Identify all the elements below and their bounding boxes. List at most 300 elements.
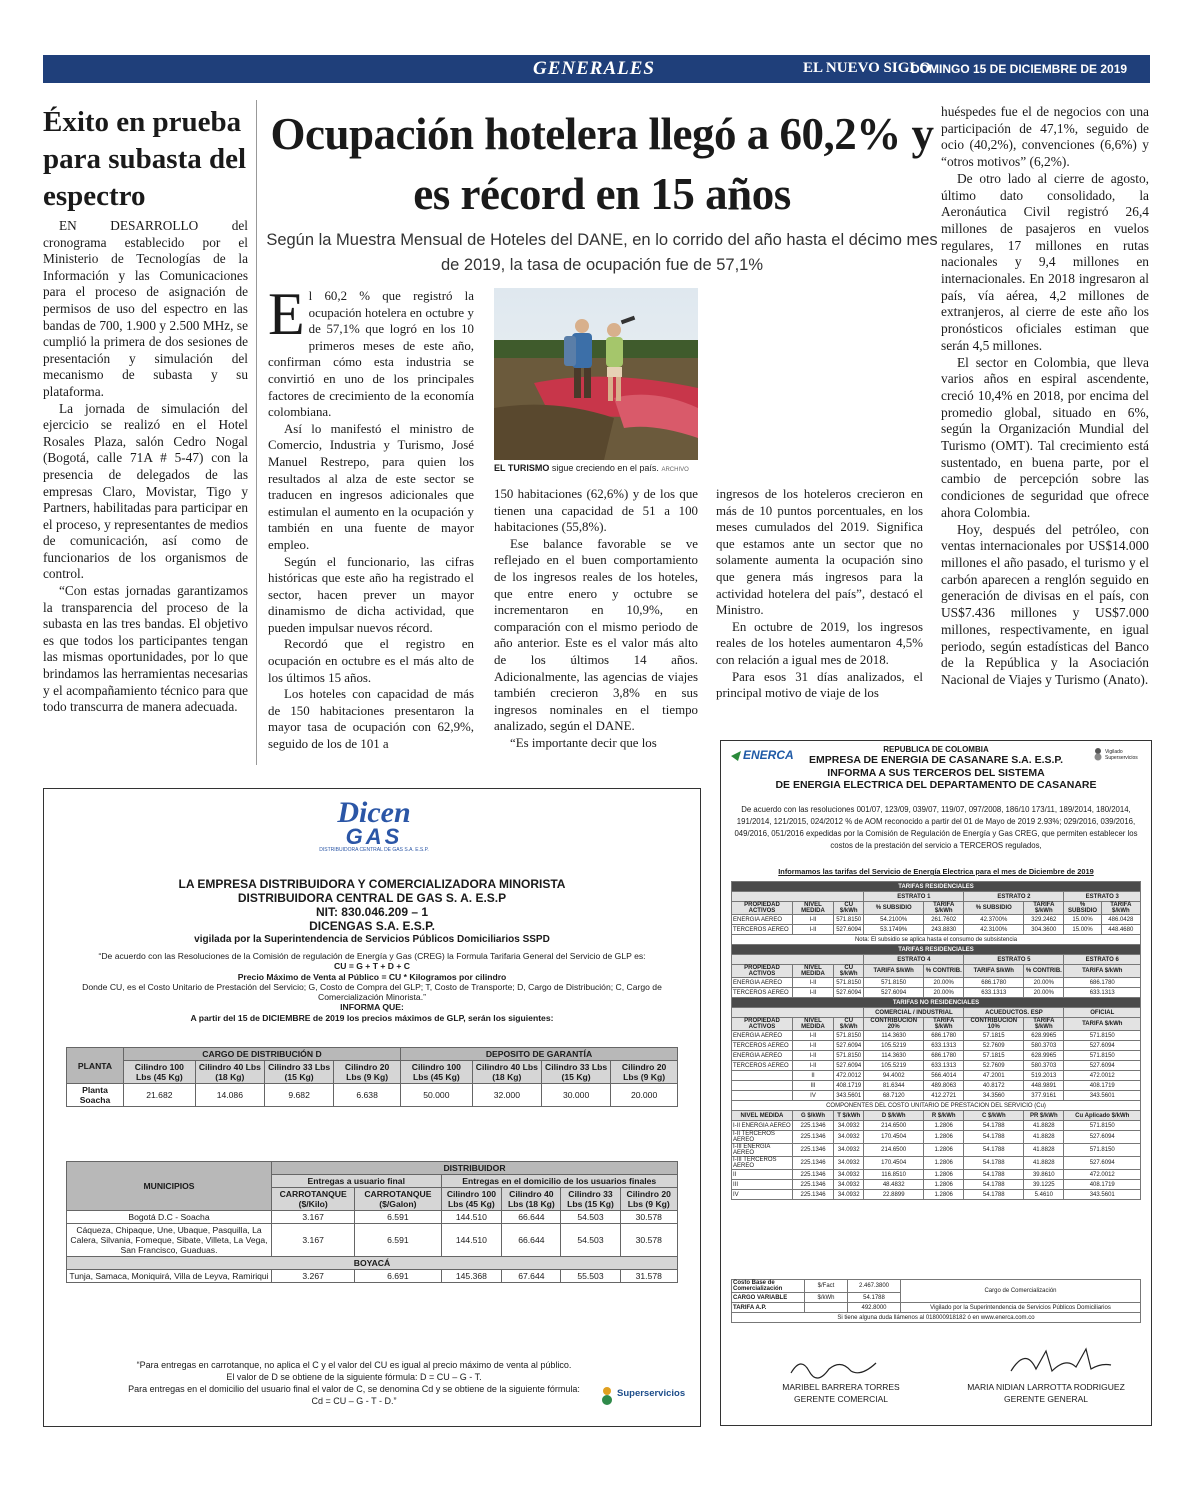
table-row xyxy=(67,1270,678,1283)
table-cell: 519.2013 xyxy=(1024,1071,1064,1081)
table-header: TARIFA $/kWh xyxy=(1064,965,1141,978)
table-cell: 2.467.3800 xyxy=(848,1280,901,1293)
table-header: % SUBSIDIO xyxy=(1064,902,1101,915)
table-cell: 6.591 xyxy=(355,1211,441,1224)
table-cell: 39.1225 xyxy=(1024,1180,1064,1190)
table-cell: 571.8150 xyxy=(834,978,864,988)
table-cell: 94.4002 xyxy=(864,1071,924,1081)
table-cell: 486.0428 xyxy=(1101,915,1140,925)
table-cell: TARIFA A.P. xyxy=(732,1303,805,1313)
table-cell: 54.1788 xyxy=(964,1121,1024,1131)
table-cell: ENERGIA AEREO xyxy=(732,915,793,925)
table-cell: 1.2806 xyxy=(924,1170,964,1180)
table-cell: 686.1780 xyxy=(924,1051,964,1061)
table-cell: 39.8610 xyxy=(1024,1170,1064,1180)
dicengas-formula-text: “De acuerdo con las Resoluciones de la Comisión de regulación de Energía y Gas (CREG) la Formula Tarifaria General del Servicio de GLP es: CU = G + T + D + C Precio Máximo de Venta al Público = CU * Kilogramos por cilindro Donde CU, es el Costo Unitario de Prestación del Servicio; G, Costo de Compra del GLP; T, Costo de Transporte; D, Cargo de Distribución; C, Cargo de Comercialización Minorista.” INFORMA QUE: A partir del 15 de DICIEMBRE de 2019 los precios máximos de GLP, serán los siguientes: xyxy=(82,951,662,1023)
table-cell: 20.00% xyxy=(924,978,964,988)
table-row xyxy=(732,1071,1141,1081)
table-header: Cilindro 20 Lbs (9 Kg) xyxy=(334,1061,401,1084)
newspaper-name: EL NUEVO SIGLO xyxy=(803,60,932,76)
table-cell: 472.0012 xyxy=(1064,1071,1141,1081)
table-cell: 527.6094 xyxy=(834,925,864,935)
table-cell: $/kWh xyxy=(805,1293,848,1303)
table-cell: 22.8899 xyxy=(864,1190,924,1200)
table-cell: 225.1346 xyxy=(792,1180,833,1190)
table-cell: 15.00% xyxy=(1064,925,1101,935)
table-cell: 527.6094 xyxy=(864,988,924,998)
table-header: C $/kWh xyxy=(964,1111,1024,1121)
table-cell: 408.1719 xyxy=(1064,1180,1141,1190)
table-cell: 489.8063 xyxy=(924,1081,964,1091)
table-cell: 54.1788 xyxy=(964,1180,1024,1190)
table-header: NIVEL MEDIDA xyxy=(732,1111,793,1121)
table-cell: 329.2462 xyxy=(1024,915,1064,925)
table-cell: 41.8828 xyxy=(1024,1131,1064,1144)
table-cell: 633.1313 xyxy=(1064,988,1141,998)
table-cell: 261.7602 xyxy=(924,915,964,925)
table-cell: 686.1780 xyxy=(924,1031,964,1041)
table-cell: Costo Base de Comercialización xyxy=(732,1280,805,1293)
table-header: TARIFA $/kWh xyxy=(924,1018,964,1031)
table-header: TARIFA $/kWh xyxy=(924,902,964,915)
page-number: 1B xyxy=(1161,58,1185,78)
table-header: % SUBSIDIO xyxy=(964,902,1024,915)
table-cell: 343.5601 xyxy=(1064,1091,1141,1101)
table-cell: 377.9161 xyxy=(1024,1091,1064,1101)
paragraph: Según el funcionario, las cifras históricas que este año ha registrado el sector, hacen prever un mayor dinamismo de dicha actividad, que pueden impulsar nuevos récord. xyxy=(268,554,474,635)
signatory-1: MARIBEL BARRERA TORRES GERENTE COMERCIAL xyxy=(782,1382,900,1404)
table-cell: 633.1313 xyxy=(964,988,1024,998)
table-header: G $/kWh xyxy=(792,1111,833,1121)
table-header: TARIFA $/kWh xyxy=(964,965,1024,978)
table-cell: 144.510 xyxy=(441,1224,502,1257)
table-cell: 105.5219 xyxy=(864,1061,924,1071)
paragraph: Hoy, después del petróleo, con ventas internacionales por US$14.000 millones el año pasado, el turismo y el carbón aparecen a renglón seguido en generación de divisas en el país, con US$7.436 millones y US$7.000 millones, respectivamente, en igual periodo, según estadísticas del Banco de la República y la Asociación Nacional de Viajes y Turismo (Anato). xyxy=(941,521,1149,687)
table-cell: I-II xyxy=(792,1051,833,1061)
page-header xyxy=(43,55,1185,83)
enerca-residential-table: TARIFAS RESIDENCIALES ESTRATO 1 ESTRATO 2 ESTRATO 3 PROPIEDAD ACTIVOS NIVEL MEDIDA CU $/kWh % SUBSIDIO TARIFA $/kWh % SUBSIDIO TARIFA $/kWh % SUBSIDIO TARIFA $/kWh ENERGIA AEREO I-II 571.8150 54.2100% 261.7602 42.3700% 329.2462 15.00% 486.0428 TERCEROS AEREO I-II 527.6094 53.1749% 243.8830 42.3100% 304.3600 15.00% 448.4680 Nota: El subsidio se aplica hasta el consumo de subsistencia TARIFAS RESIDENCIALES ESTRATO 4 ESTRATO 5 ESTRATO 6 PROPIEDAD ACTIVOS NIVEL MEDIDA CU $/kWh TARIFA $/kWh % CONTRIB. TARIFA $/kWh % CONTRIB. TARIFA $/kWh ENERGIA AEREO I-II 571.8150 571.8150 20.00% 686.1780 20.00% 686.1780 TERCEROS AEREO I-II 527.6094 527.6094 20.00% 633.1313 20.00% 633.1313 TARIFAS NO RESIDENCIALES COMERCIAL / INDUSTRIAL ACUEDUCTOS. ESP OFICIAL PROPIEDAD ACTIVOS NIVEL MEDIDA CU $/kWh CONTRIBUCION 20% TARIFA $/kWh CONTRIBUCION 10% TARIFA $/kWh TARIFA $/kWh ENERGIA AEREO I-II 571.8150 114.3630 686.1780 57.1815 628.9965 571.8150 TERCEROS AEREO I-II 527.6094 105.5219 633.1313 52.7609 580.3703 527.6094 ENERGIA AEREO I-II 571.8150 114.3630 686.1780 57.1815 628.9965 571.8150 TERCEROS AEREO I-II 527.6094 105.5219 633.1313 52.7609 580.3703 527.6094 II 472.0012 94.4002 566.4014 47.2001 519.2013 472.0012 III 408.1719 81.6344 489.8063 40.8172 448.9891 408.1719 IV 343.5601 68.7120 412.2721 34.3560 377.9161 343.5601 COMPONENTES DEL COSTO UNITARIO DE PRESTACION DEL SERVICIO (Cu) NIVEL MEDIDA G $/kWh T $/kWh D $/kWh R $/kWh C $/kWh PR $/kWh Cu Aplicado $/kWh I-II ENERGIA AEREO 225.1346 34.0932 214.6500 1.2806 54.1788 41.8828 571.8150 I-II TERCEROS AEREO 225.1346 34.0932 170.4504 1.2806 54.1788 41.8828 527.6094 I-III ENERGIA AEREO 225.1346 34.0932 214.6500 1.2806 54.1788 41.8828 571.8150 I-III TERCEROS AEREO 225.1346 34.0932 170.4504 1.2806 54.1788 41.8828 527.6094 II 225.1346 34.0932 116.8510 1.2806 54.1788 39.8610 472.0012 III 225.1346 34.0932 48.4832 1.2806 54.1788 39.1225 408.1719 IV 225.1346 34.0932 22.8899 1.2806 54.1788 5.4610 343.5601 xyxy=(731,881,1141,1200)
column-divider xyxy=(256,100,257,765)
table-cell: 1.2806 xyxy=(924,1121,964,1131)
table-cell: 243.8830 xyxy=(924,925,964,935)
paragraph: huéspedes fue el de negocios con una participación de 47,1%, seguido de ocio (40,2%), convenciones (6,6%) y “otros motivos” (6,2%). xyxy=(941,104,1149,170)
table-row xyxy=(732,1157,1141,1170)
table-cell: 34.0932 xyxy=(834,1157,864,1170)
drop-cap: E xyxy=(268,281,305,347)
table-cell: 67.644 xyxy=(502,1270,561,1283)
table-row xyxy=(732,1121,1141,1131)
table-header: Cilindro 40 Lbs (18 Kg) xyxy=(195,1061,264,1084)
table-cell: 1.2806 xyxy=(924,1144,964,1157)
table-header: Cilindro 33 Lbs (15 Kg) xyxy=(264,1061,333,1084)
table-cell: 54.1788 xyxy=(848,1293,901,1303)
table-header: Cilindro 100 Lbs (45 Kg) xyxy=(400,1061,472,1084)
dicengas-advertisement xyxy=(43,788,701,1427)
table-cell: 14.086 xyxy=(195,1084,264,1107)
signatory-2: MARIA NIDIAN LARROTTA RODRIGUEZ GERENTE GENERAL xyxy=(967,1382,1125,1404)
table-cell: 114.3630 xyxy=(864,1031,924,1041)
table-row xyxy=(732,925,1141,935)
table-cell: 628.9965 xyxy=(1024,1051,1064,1061)
table-cell: 686.1780 xyxy=(964,978,1024,988)
table-cell: 408.1719 xyxy=(1064,1081,1141,1091)
signature-1 xyxy=(781,1351,901,1381)
table-row xyxy=(732,1190,1141,1200)
table-cell: III xyxy=(732,1180,793,1190)
table-cell: 225.1346 xyxy=(792,1190,833,1200)
table-header: Cilindro 33 Lbs (15 Kg) xyxy=(541,1061,610,1084)
table-cell: 1.2806 xyxy=(924,1157,964,1170)
gas-price-table-2: MUNICIPIOS DISTRIBUIDOR Entregas a usuario final Entregas en el domicilio de los usuarios finales CARROTANQUE ($/Kilo) CARROTANQUE ($/Galon) Cilindro 100 Lbs (45 Kg) Cilindro 40 Lbs (18 Kg) Cilindro 33 Lbs (15 Kg) Cilindro 20 Lbs (9 Kg) Bogotá D.C - Soacha 3.167 6.591 144.510 66.644 54.503 30.578 Cáqueza, Chipaque, Une, Ubaque, Pasquilla, La Calera, Silvania, Fomeque, Sibate, Villeta, La Vega, San Francisco, Guaduas. 3.167 6.591 144.510 66.644 54.503 30.578 BOYACÁ Tunja, Samaca, Moniquirá, Villa de Leyva, Ramiriqui 3.267 6.691 145.368 67.644 55.503 31.578 xyxy=(66,1161,678,1283)
table-header: % CONTRIB. xyxy=(1024,965,1064,978)
table-cell: 571.8150 xyxy=(1064,1144,1141,1157)
table-row xyxy=(732,1041,1141,1051)
issue-date: DOMINGO 15 DE DICIEMBRE DE 2019 xyxy=(911,62,1128,76)
table-cell: 54.2100% xyxy=(864,915,924,925)
paragraph: De otro lado al cierre de agosto, último dato consolidado, la Aeronáutica Civil registró 26,4 millones de pasajeros en vuelos regulares, 17 millones en rutas nacionales y 9,4 millones en internacionales. En 2018 ingresaron al país, vía aérea, 4,2 millones de extranjeros, al cierre de este año los pronósticos oficiales estiman que serán 4,5 millones. xyxy=(941,170,1149,353)
table-cell: 472.0012 xyxy=(1064,1170,1141,1180)
table-row xyxy=(732,1051,1141,1061)
table-row xyxy=(732,1131,1141,1144)
table-cell: Cáqueza, Chipaque, Une, Ubaque, Pasquilla, La Calera, Silvania, Fomeque, Sibate, Villeta, La Vega, San Francisco, Guaduas. xyxy=(67,1224,272,1257)
table-cell: 170.4504 xyxy=(864,1157,924,1170)
table-header: TARIFA $/kWh xyxy=(864,965,924,978)
table-header: CU $/kWh xyxy=(834,965,864,978)
table-header: Cilindro 20 Lbs (9 Kg) xyxy=(620,1188,677,1211)
table-header: Cilindro 100 Lbs (45 Kg) xyxy=(441,1188,502,1211)
table-cell: 15.00% xyxy=(1064,915,1101,925)
table-row xyxy=(732,1061,1141,1071)
table-cell: 55.503 xyxy=(561,1270,620,1283)
photo-caption: EL TURISMO sigue creciendo en el país. ARCHIVO xyxy=(494,463,689,473)
table-cell: 144.510 xyxy=(441,1211,502,1224)
table-cell: Bogotá D.C - Soacha xyxy=(67,1211,272,1224)
table-cell: II xyxy=(792,1071,833,1081)
table-cell: 41.8828 xyxy=(1024,1144,1064,1157)
table-cell: I-II xyxy=(792,988,833,998)
table-cell: 54.503 xyxy=(561,1224,620,1257)
table-cell: 54.1788 xyxy=(964,1170,1024,1180)
table-cell: 566.4014 xyxy=(924,1071,964,1081)
paragraph: En octubre de 2019, los ingresos reales de los hoteles aumentaron 4,5% con relación a igual mes de 2018. xyxy=(716,619,923,667)
table-cell: 1.2806 xyxy=(924,1180,964,1190)
table-header: PR $/kWh xyxy=(1024,1111,1064,1121)
table-header: TARIFA $/kWh xyxy=(1101,902,1140,915)
table-cell: 225.1346 xyxy=(792,1121,833,1131)
table-header: D $/kWh xyxy=(864,1111,924,1121)
table-cell: Vigilado por la Superintendencia de Servicios Públicos Domiciliarios xyxy=(901,1303,1141,1313)
table-cell: 34.0932 xyxy=(834,1170,864,1180)
main-col-3 xyxy=(716,486,923,702)
table-row xyxy=(732,978,1141,988)
paragraph: ingresos de los hoteleros crecieron en más de 10 puntos porcentuales, en los meses cumulados del 2019. Significa que estamos ante un sector que no solamente aumenta la ocupación sino que genera más ingresos para la actividad hotelera del país”, destacó el Ministro. xyxy=(716,487,923,618)
table-cell: 54.1788 xyxy=(964,1190,1024,1200)
table-cell: 408.1719 xyxy=(834,1081,864,1091)
table-header: TARIFA $/kWh xyxy=(1024,902,1064,915)
table-header: TARIFA $/kWh xyxy=(1064,1018,1141,1031)
table-row xyxy=(67,1224,678,1257)
table-header: CARROTANQUE ($/Kilo) xyxy=(272,1188,355,1211)
table-cell: 54.1788 xyxy=(964,1131,1024,1144)
table-cell: 1.2806 xyxy=(924,1131,964,1144)
table-cell: 114.3630 xyxy=(864,1051,924,1061)
table-cell: 3.167 xyxy=(272,1211,355,1224)
table-cell: 34.0932 xyxy=(834,1180,864,1190)
main-col-4 xyxy=(941,104,1149,689)
table-cell: 527.6094 xyxy=(1064,1041,1141,1051)
table-cell: 343.5601 xyxy=(834,1091,864,1101)
table-header: TARIFA $/kWh xyxy=(1024,1018,1064,1031)
gas-price-table-1: PLANTA CARGO DE DISTRIBUCIÓN D DEPOSITO DE GARANTÍA Cilindro 100 Lbs (45 Kg) Cilindro 40 Lbs (18 Kg) Cilindro 33 Lbs (15 Kg) Cilindro 20 Lbs (9 Kg) Cilindro 100 Lbs (45 Kg) Cilindro 40 Lbs (18 Kg) Cilindro 33 Lbs (15 Kg) Cilindro 20 Lbs (9 Kg) Planta Soacha 21.682 14.086 9.682 6.638 50.000 32.000 30.000 20.000 xyxy=(66,1047,678,1107)
table-cell: 53.1749% xyxy=(864,925,924,935)
table-cell: 32.000 xyxy=(472,1084,541,1107)
superservicios-logo: Superservicios xyxy=(599,1384,694,1414)
enerca-informamos: Informamos las tarifas del Servicio de Energía Electrica para el mes de Diciembre de 2019 xyxy=(778,867,1094,876)
table-header: % SUBSIDIO xyxy=(864,902,924,915)
table-header: T $/kWh xyxy=(834,1111,864,1121)
table-cell: 633.1313 xyxy=(924,1061,964,1071)
table-cell: I-II ENERGIA AEREO xyxy=(733,1122,791,1129)
enerca-extra-table: Costo Base de Comercialización $/Fact 2.467.3800 Cargo de Comercialización CARGO VARIABLE $/kWh 54.1788 TARIFA A.P. 492.8000 Vigilado por la Superintendencia de Servicios Públicos Domiciliarios Si tiene alguna duda llámenos al 018000918182 ó en www.enerca.com.co xyxy=(731,1279,1141,1323)
table-cell: 214.6500 xyxy=(864,1121,924,1131)
table-header: CU $/kWh xyxy=(834,1018,864,1031)
table-header: CONTRIBUCION 20% xyxy=(864,1018,924,1031)
table-cell: I-II xyxy=(792,915,833,925)
table-cell: 20.000 xyxy=(611,1084,678,1107)
table-cell: 116.8510 xyxy=(864,1170,924,1180)
dicengas-heading: LA EMPRESA DISTRIBUIDORA Y COMERCIALIZADORA MINORISTA DISTRIBUIDORA CENTRAL DE GAS S. A. E.S.P NIT: 830.046.209 – 1 DICENGAS S.A. E.S.P. vigilada por la Superintendencia de Servicios Públicos Domiciliarios SSPD xyxy=(178,877,566,945)
paragraph: Para esos 31 días analizados, el principal motivo de viaje de los xyxy=(716,669,923,701)
table-cell: 304.3600 xyxy=(1024,925,1064,935)
table-cell xyxy=(732,1071,793,1081)
table-header: % CONTRIB. xyxy=(924,965,964,978)
table-cell: 30.578 xyxy=(620,1224,677,1257)
table-cell: 225.1346 xyxy=(792,1131,833,1144)
table-cell: 343.5601 xyxy=(1064,1190,1141,1200)
table-cell: 448.9891 xyxy=(1024,1081,1064,1091)
table-row xyxy=(732,1180,1141,1190)
table-cell: 686.1780 xyxy=(1064,978,1141,988)
table-cell: III xyxy=(792,1081,833,1091)
table-cell: 571.8150 xyxy=(1064,1051,1141,1061)
table-cell xyxy=(732,1091,793,1101)
table-cell: 41.8828 xyxy=(1024,1157,1064,1170)
enerca-advertisement xyxy=(720,740,1152,1426)
table-row xyxy=(732,1081,1141,1091)
table-row xyxy=(732,1303,1141,1313)
table-cell: 34.3560 xyxy=(964,1091,1024,1101)
table-cell: I-II xyxy=(792,925,833,935)
table-cell: 571.8150 xyxy=(1064,1031,1141,1041)
paragraph: El sector en Colombia, que lleva varios años en espiral ascendente, creció 10,4% en 2018, por encima del promedio global, situado en 6%, según la Organización Mundial del Turismo (OMT). Tal crecimiento está sustentado, en buena parte, por el cambio de percepción sobre las condiciones de seguridad que ofrece ahora Colombia. xyxy=(941,354,1149,520)
table-cell: 66.644 xyxy=(502,1224,561,1257)
table-header: CONTRIBUCION 10% xyxy=(964,1018,1024,1031)
paragraph: Ese balance favorable se ve reflejado en el buen comportamiento de los ingresos reales de los hoteles, que entre enero y octubre se incrementaron en 10,9%, en comparación con el mismo periodo de año anterior. Este es el valor más alto de los últimos 14 años. Adicionalmente, las agencias de viajes también crecieron 3,8% en sus ingresos nominales en el tiempo analizado, según el DANE. xyxy=(494,536,698,734)
table-cell: 571.8150 xyxy=(834,1031,864,1041)
paragraph: Recordó que el registro en ocupación en octubre es el más alto de los últimos 15 años. xyxy=(268,637,474,685)
table-cell: 30.578 xyxy=(620,1211,677,1224)
table-cell: I-III TERCEROS AEREO xyxy=(732,1157,793,1170)
paragraph: 150 habitaciones (62,6%) y de los que tienen una capacidad de 51 a 100 habitaciones (55,8%). xyxy=(494,487,698,535)
paragraph: La jornada de simulación del ejercicio se realizó en el Hotel Rosales Plaza, salón Cedro Nogal (Bogotá, calle 71A # 5-47) con la presencia de delegados de las empresas Claro, Movistar, Tigo y Partners, habilitadas para participar en el proceso, y representantes de medios de comunicación, así como de funcionarios de los organismos de control. xyxy=(43,400,248,582)
table-cell: 170.4504 xyxy=(864,1131,924,1144)
table-header: CU $/kWh xyxy=(834,902,864,915)
table-cell: 34.0932 xyxy=(834,1190,864,1200)
side-article-title: Éxito en prueba para subasta del espectro xyxy=(43,106,247,212)
table-row xyxy=(732,1031,1141,1041)
table-cell: 492.8000 xyxy=(848,1303,901,1313)
table-cell: 57.1815 xyxy=(964,1051,1024,1061)
table-cell: 571.8150 xyxy=(834,915,864,925)
table-row xyxy=(67,1211,678,1224)
table-header: PROPIEDAD ACTIVOS xyxy=(732,965,793,978)
table-cell: 214.6500 xyxy=(864,1144,924,1157)
table-cell: 31.578 xyxy=(620,1270,677,1283)
table-cell: TERCEROS AEREO xyxy=(732,925,793,935)
table-cell: $/Fact xyxy=(805,1280,848,1293)
signature-2 xyxy=(1006,1345,1116,1379)
table-cell: ENERGIA AEREO xyxy=(732,1031,793,1041)
table-cell: TERCEROS AEREO xyxy=(732,988,793,998)
table-cell: 633.1313 xyxy=(924,1041,964,1051)
table-cell: I-II xyxy=(792,1031,833,1041)
table-cell: ENERGIA AEREO xyxy=(732,1051,793,1061)
enerca-heading: REPUBLICA DE COLOMBIA EMPRESA DE ENERGIA DE CASANARE S.A. E.S.P. INFORMA A SUS TERCEROS DEL SISTEMA DE ENERGIA ELECTRICA DEL DEPARTAMENTO DE CASANARE xyxy=(775,745,1097,791)
main-col-1 xyxy=(268,281,474,753)
table-header: Cu Aplicado $/kWh xyxy=(1064,1111,1141,1121)
table-cell: TERCEROS AEREO xyxy=(732,1041,793,1051)
table-cell: II xyxy=(732,1170,793,1180)
table-header: Cilindro 100 Lbs (45 Kg) xyxy=(124,1061,196,1084)
paragraph: “Con estas jornadas garantizamos la transparencia del proceso de la subasta en las tres bandas. El objetivo es que todos los participantes tengan las mismas oportunidades, por lo que brindamos las herramientas necesarias y el acompañamiento técnico para que todo transcurra de manera adecuada. xyxy=(43,583,248,715)
table-cell: 571.8150 xyxy=(864,978,924,988)
table-cell: ENERGIA AEREO xyxy=(732,978,793,988)
vigilado-logo: Vigilado Superservicios xyxy=(1093,747,1145,769)
table-cell: 5.4610 xyxy=(1024,1190,1064,1200)
table-cell: 52.7609 xyxy=(964,1041,1024,1051)
table-cell: 527.6094 xyxy=(1064,1157,1141,1170)
table-cell: 21.682 xyxy=(124,1084,196,1107)
table-cell: TERCEROS AEREO xyxy=(732,1061,793,1071)
table-cell: 3.267 xyxy=(272,1270,355,1283)
table-header: NIVEL MEDIDA xyxy=(792,965,833,978)
table-cell: 41.8828 xyxy=(1024,1121,1064,1131)
table-cell: 68.7120 xyxy=(864,1091,924,1101)
table-cell: 57.1815 xyxy=(964,1031,1024,1041)
table-cell: 54.1788 xyxy=(964,1144,1024,1157)
table-cell: 628.9965 xyxy=(1024,1031,1064,1041)
table-cell: 571.8150 xyxy=(1064,1121,1141,1131)
table-cell: Cargo de Comercialización xyxy=(901,1280,1141,1303)
table-cell: 225.1346 xyxy=(792,1144,833,1157)
table-cell: Tunja, Samaca, Moniquirá, Villa de Leyva, Ramiriqui xyxy=(67,1270,272,1283)
paragraph: Los hoteles con capacidad de más de 150 habitaciones presentaron la mayor tasa de ocupación con 62,9%, seguido de los de 101 a xyxy=(268,687,474,752)
section-name: GENERALES xyxy=(533,58,655,79)
table-cell: 225.1346 xyxy=(792,1170,833,1180)
table-cell: IV xyxy=(732,1190,793,1200)
table-cell: 50.000 xyxy=(400,1084,472,1107)
table-cell: 42.3100% xyxy=(964,925,1024,935)
table-cell: 6.591 xyxy=(355,1224,441,1257)
table-cell: 81.6344 xyxy=(864,1081,924,1091)
table-cell: 52.7609 xyxy=(964,1061,1024,1071)
table-header: CARROTANQUE ($/Galon) xyxy=(355,1188,441,1211)
table-cell: 20.00% xyxy=(924,988,964,998)
table-cell: 145.368 xyxy=(441,1270,502,1283)
table-cell: 3.167 xyxy=(272,1224,355,1257)
table-cell: IV xyxy=(792,1091,833,1101)
table-cell xyxy=(732,1081,793,1091)
table-cell: 448.4680 xyxy=(1101,925,1140,935)
table-header: NIVEL MEDIDA xyxy=(792,902,833,915)
table-cell: 225.1346 xyxy=(792,1157,833,1170)
table-header: Cilindro 20 Lbs (9 Kg) xyxy=(611,1061,678,1084)
table-cell: 34.0932 xyxy=(834,1131,864,1144)
table-cell: I-II xyxy=(792,1061,833,1071)
table-row xyxy=(732,1280,1141,1293)
table-cell: 580.3703 xyxy=(1024,1041,1064,1051)
table-row xyxy=(732,1091,1141,1101)
table-cell: 34.0932 xyxy=(834,1144,864,1157)
enerca-logo: ENERCA xyxy=(729,747,799,773)
table-cell: 42.3700% xyxy=(964,915,1024,925)
table-cell: 105.5219 xyxy=(864,1041,924,1051)
main-col-2 xyxy=(494,486,698,752)
table-row xyxy=(732,915,1141,925)
dicengas-logo: Dicen GAS DISTRIBUIDORA CENTRAL DE GAS S.A. E.S.P. xyxy=(319,796,429,853)
table-cell: 571.8150 xyxy=(834,1051,864,1061)
table-header: PROPIEDAD ACTIVOS xyxy=(732,1018,793,1031)
table-cell: 527.6094 xyxy=(1064,1131,1141,1144)
table-cell: I-II xyxy=(792,1041,833,1051)
paragraph: El 60,2 % que registró la ocupación hotelera en octubre y de 57,1% que logró en los 10 primeros meses de este año, confirman cómo esta industria se convirtió en uno de los principales factores de crecimiento de la economía colombiana. xyxy=(268,281,474,420)
table-cell: I-II xyxy=(792,978,833,988)
table-cell: 48.4832 xyxy=(864,1180,924,1190)
table-cell: 527.6094 xyxy=(834,1041,864,1051)
table-cell: 40.8172 xyxy=(964,1081,1024,1091)
table-row xyxy=(732,1170,1141,1180)
tourism-photo xyxy=(494,288,698,460)
paragraph: “Es importante decir que los xyxy=(510,735,657,750)
main-subtitle: Según la Muestra Mensual de Hoteles del DANE, en lo corrido del año hasta el décimo mes de 2019, la tasa de ocupación fue de 57,1% xyxy=(266,231,938,274)
table-cell: 527.6094 xyxy=(834,1061,864,1071)
paragraph: EN DESARROLLO del cronograma establecido por el Ministerio de Tecnologías de la Información y las Comunicaciones para el proceso de asignación de permisos de uso del espectro en las bandas de 700, 1.900 y 2.500 MHz, se cumplió la primera de dos sesiones de presentación y simulación del mecanismo de subasta y su plataforma. xyxy=(43,218,248,399)
table-cell: 54.1788 xyxy=(964,1157,1024,1170)
table-cell: 47.2001 xyxy=(964,1071,1024,1081)
dicengas-notes: “Para entregas en carrotanque, no aplica el C y el valor del CU es igual al precio máximo de venta al público. El valor de D se obtiene de la siguiente fórmula: D = CU – G - T. Para entregas en el domicilio del usuario final el valor de C, se denomina Cd y se obtiene de la siguiente fórmula: Cd = CU – G - T - D.” xyxy=(128,1360,580,1406)
paragraph: Así lo manifestó el ministro de Comercio, Industria y Turismo, José Manuel Restrepo, para quien los resultados al alza de este sector se traducen en ingresos adicionales que estimulan el aumento en la ocupación y también en una fuente de mayor empleo. xyxy=(268,421,474,552)
table-cell: 34.0932 xyxy=(834,1121,864,1131)
table-cell: 527.6094 xyxy=(834,988,864,998)
table-cell: 6.638 xyxy=(334,1084,401,1107)
table-cell: 472.0012 xyxy=(834,1071,864,1081)
table-cell: 54.503 xyxy=(561,1211,620,1224)
table-cell: 580.3703 xyxy=(1024,1061,1064,1071)
table-cell: 66.644 xyxy=(502,1211,561,1224)
table-header: Cilindro 33 Lbs (15 Kg) xyxy=(561,1188,620,1211)
main-headline: Ocupación hotelera llegó a 60,2% y es récord en 15 años xyxy=(270,109,934,219)
table-row xyxy=(732,1144,1141,1157)
table-header: Cilindro 40 Lbs (18 Kg) xyxy=(502,1188,561,1211)
table-cell: CARGO VARIABLE xyxy=(732,1293,805,1303)
table-header: PROPIEDAD ACTIVOS xyxy=(732,902,793,915)
table-cell: 30.000 xyxy=(541,1084,610,1107)
table-cell: 20.00% xyxy=(1024,988,1064,998)
table-header: R $/kWh xyxy=(924,1111,964,1121)
table-row xyxy=(732,988,1141,998)
enerca-body: De acuerdo con las resoluciones 001/07, 123/09, 039/07, 119/07, 097/2008, 186/10 173/11, 189/2014, 180/2014, 191/2014, 121/2015, 024/2012 % de AOM reconocido a partir del 01 de Mayo de 2019 2.93%; 029/2016, 039/2016, 049/2016, 051/2016 expedidas por la Comisión de Regulación de Energía y Gas CREG, que permiten establecer los costos de la prestación del servicio a TERCEROS regulados, xyxy=(734,805,1138,850)
table-cell: 527.6094 xyxy=(1064,1061,1141,1071)
